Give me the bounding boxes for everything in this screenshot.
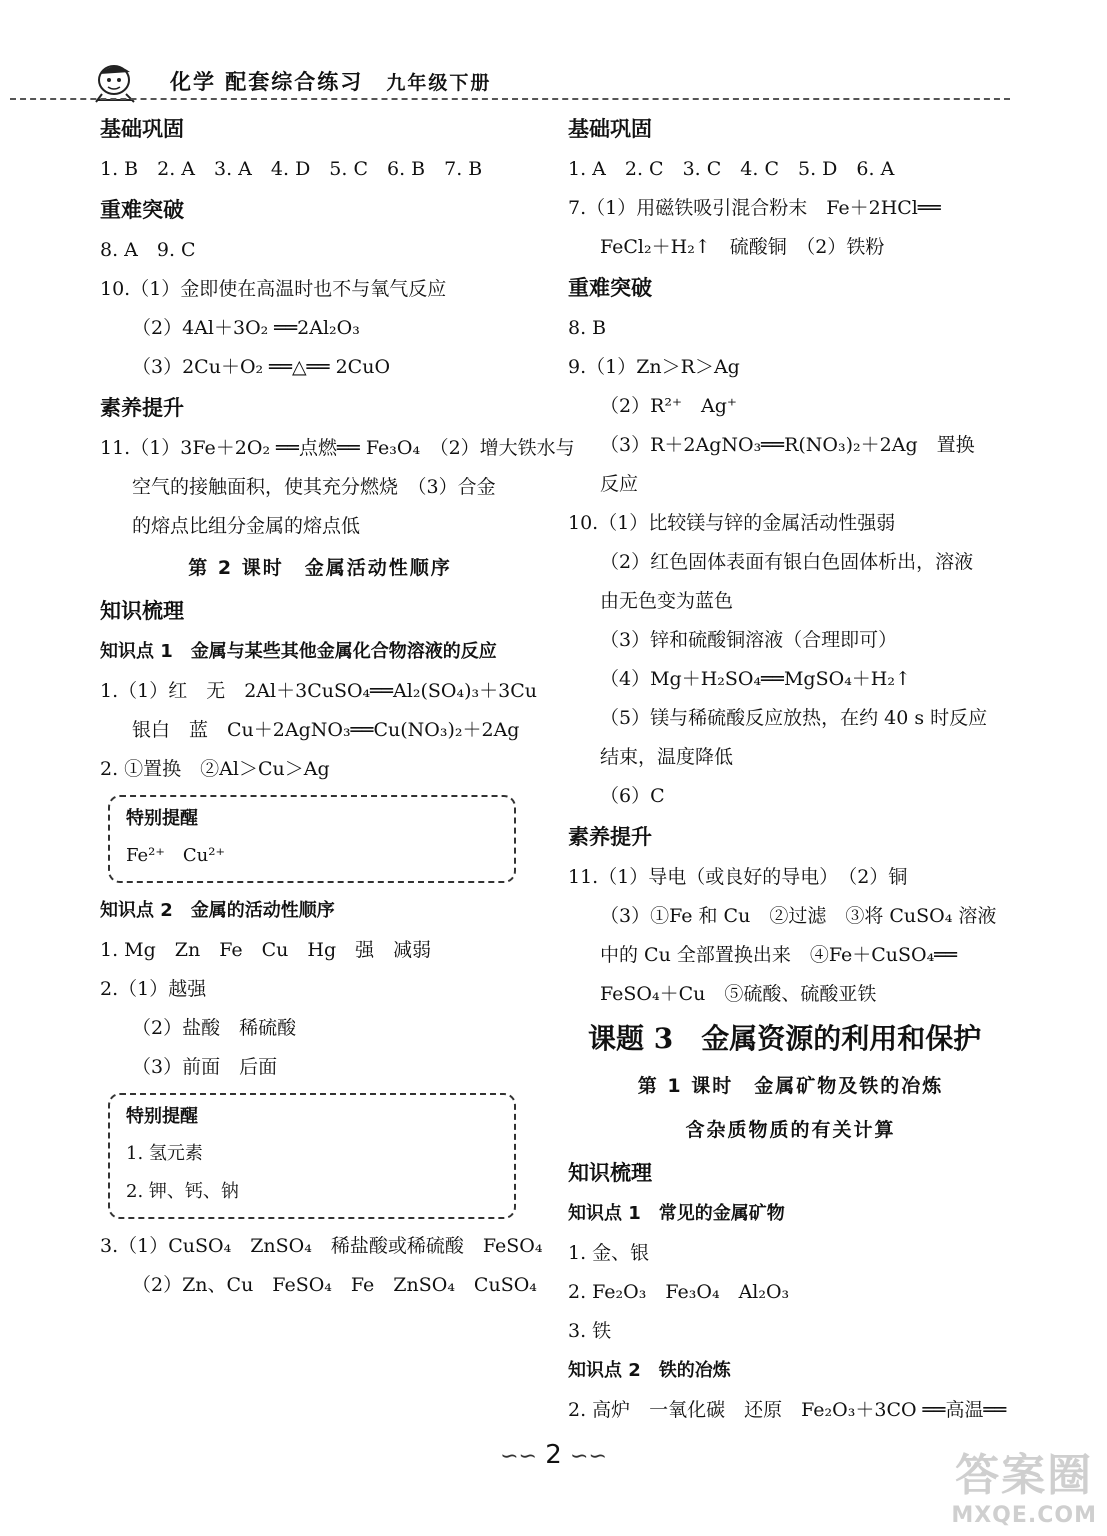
reminder-line: Fe²⁺ Cu²⁺ <box>126 845 225 866</box>
answer-continuation: （4）Mg＋H₂SO₄══MgSO₄＋H₂↑ <box>600 668 911 690</box>
answer-continuation: （3）前面 后面 <box>132 1056 278 1078</box>
answer-continuation: 结束，温度降低 <box>600 746 734 768</box>
watermark-logo-text: 答案圈 <box>955 1450 1094 1501</box>
answer-line: 7.（1）用磁铁吸引混合粉末 Fe＋2HCl══ <box>568 197 941 219</box>
answer-line: 1. A 2. C 3. C 4. C 5. D 6. A <box>568 158 895 180</box>
answer-line: 2. 高炉 一氧化碳 还原 Fe₂O₃＋3CO ══高温══ <box>568 1399 1007 1421</box>
answer-continuation: FeCl₂＋H₂↑ 硫酸铜 （2）铁粉 <box>600 236 885 258</box>
wave-ornament-left-icon: ∽∽ <box>500 1444 537 1469</box>
header-divider <box>10 98 1010 100</box>
section-heading: 素养提升 <box>568 825 652 849</box>
answer-continuation: 中的 Cu 全部置换出来 ④Fe＋CuSO₄══ <box>600 944 958 966</box>
answer-line: 1.（1）红 无 2Al＋3CuSO₄══Al₂(SO₄)₃＋3Cu <box>100 680 537 702</box>
answer-line: 10.（1）比较镁与锌的金属活动性强弱 <box>568 512 896 534</box>
section-heading: 重难突破 <box>568 276 652 300</box>
section-heading: 素养提升 <box>100 396 184 420</box>
wave-ornament-right-icon: ∽∽ <box>570 1444 607 1469</box>
answer-line: 8. A 9. C <box>100 239 196 261</box>
answer-continuation: FeSO₄＋Cu ⑤硫酸、硫酸亚铁 <box>600 983 877 1005</box>
answer-line: 11.（1）导电（或良好的导电） （2）铜 <box>568 866 908 888</box>
answer-continuation: （3）①Fe 和 Cu ②过滤 ③将 CuSO₄ 溶液 <box>600 905 997 927</box>
section-heading: 知识梳理 <box>100 599 184 623</box>
answer-continuation: （2）盐酸 稀硫酸 <box>132 1017 297 1039</box>
answer-line: 1. 金、银 <box>568 1242 650 1264</box>
knowledge-point-heading: 知识点 2 金属的活动性顺序 <box>100 900 335 921</box>
answer-continuation: （3）锌和硫酸铜溶液（合理即可） <box>600 629 898 651</box>
topic-title: 课题 3 金属资源的利用和保护 <box>588 1022 982 1055</box>
answer-line: 2. Fe₂O₃ Fe₃O₄ Al₂O₃ <box>568 1281 790 1303</box>
answer-continuation: （3）2Cu＋O₂ ══△══ 2CuO <box>132 356 391 378</box>
knowledge-point-heading: 知识点 1 常见的金属矿物 <box>568 1203 785 1224</box>
lesson-title: 含杂质物质的有关计算 <box>685 1119 896 1141</box>
special-reminder-box <box>108 795 516 883</box>
answer-line: 2.（1）越强 <box>100 978 207 1000</box>
answer-continuation: （2）红色固体表面有银白色固体析出，溶液 <box>600 551 974 573</box>
answer-line: 11.（1）3Fe＋2O₂ ══点燃══ Fe₃O₄ （2）增大铁水与 <box>100 437 575 459</box>
right-column <box>568 108 1013 1430</box>
lesson-title: 第 1 课时 金属矿物及铁的冶炼 <box>637 1075 944 1097</box>
left-column <box>100 108 575 1305</box>
answer-continuation: （2）4Al＋3O₂ ══2Al₂O₃ <box>132 317 360 339</box>
answer-line: 3. 铁 <box>568 1320 612 1342</box>
header-grade: 九年级下册 <box>386 72 492 94</box>
answer-continuation: 由无色变为蓝色 <box>600 590 734 612</box>
answer-continuation: 的熔点比组分金属的熔点低 <box>132 515 361 537</box>
answer-continuation: （6）C <box>600 785 665 807</box>
answer-line: 10.（1）金即使在高温时也不与氧气反应 <box>100 278 447 300</box>
answer-continuation: （2）Zn、Cu FeSO₄ Fe ZnSO₄ CuSO₄ <box>132 1274 537 1296</box>
answer-continuation: （2）R²⁺ Ag⁺ <box>600 395 737 417</box>
answer-continuation: 反应 <box>600 473 639 495</box>
reminder-line: 2. 钾、钙、钠 <box>126 1181 239 1202</box>
section-heading: 基础巩固 <box>568 117 652 141</box>
section-heading: 基础巩固 <box>100 117 184 141</box>
reminder-line: 1. 氢元素 <box>126 1143 203 1164</box>
section-heading: 知识梳理 <box>568 1161 652 1185</box>
knowledge-point-heading: 知识点 2 铁的冶炼 <box>568 1360 731 1381</box>
lesson-title: 第 2 课时 金属活动性顺序 <box>188 557 452 579</box>
answer-line: 2. ①置换 ②Al＞Cu＞Ag <box>100 758 330 780</box>
watermark-url: MXQE.COM <box>951 1503 1097 1528</box>
answer-line: 1. Mg Zn Fe Cu Hg 强 减弱 <box>100 939 432 961</box>
page-number: ∽∽ 2 ∽∽ <box>500 1440 607 1470</box>
answer-continuation: 空气的接触面积，使其充分燃烧 （3）合金 <box>132 476 496 498</box>
header-title: 化学 配套综合练习 九年级下册 <box>170 70 492 94</box>
section-heading: 重难突破 <box>100 198 184 222</box>
answer-continuation: （3）R＋2AgNO₃══R(NO₃)₂＋2Ag 置换 <box>600 434 975 456</box>
answer-continuation: （5）镁与稀硫酸反应放热，在约 40 s 时反应 <box>600 707 988 729</box>
knowledge-point-heading: 知识点 1 金属与某些其他金属化合物溶液的反应 <box>100 641 497 662</box>
watermark <box>951 1439 1097 1528</box>
answer-line: 3.（1）CuSO₄ ZnSO₄ 稀盐酸或稀硫酸 FeSO₄ <box>100 1235 543 1257</box>
special-reminder-box <box>108 1093 516 1219</box>
answer-line: 8. B <box>568 317 607 339</box>
reminder-title: 特别提醒 <box>126 1106 198 1127</box>
answer-continuation: 银白 蓝 Cu＋2AgNO₃══Cu(NO₃)₂＋2Ag <box>132 719 520 741</box>
answer-line: 9.（1）Zn＞R＞Ag <box>568 356 740 378</box>
answer-line: 1. B 2. A 3. A 4. D 5. C 6. B 7. B <box>100 158 483 180</box>
reminder-title: 特别提醒 <box>126 808 198 829</box>
